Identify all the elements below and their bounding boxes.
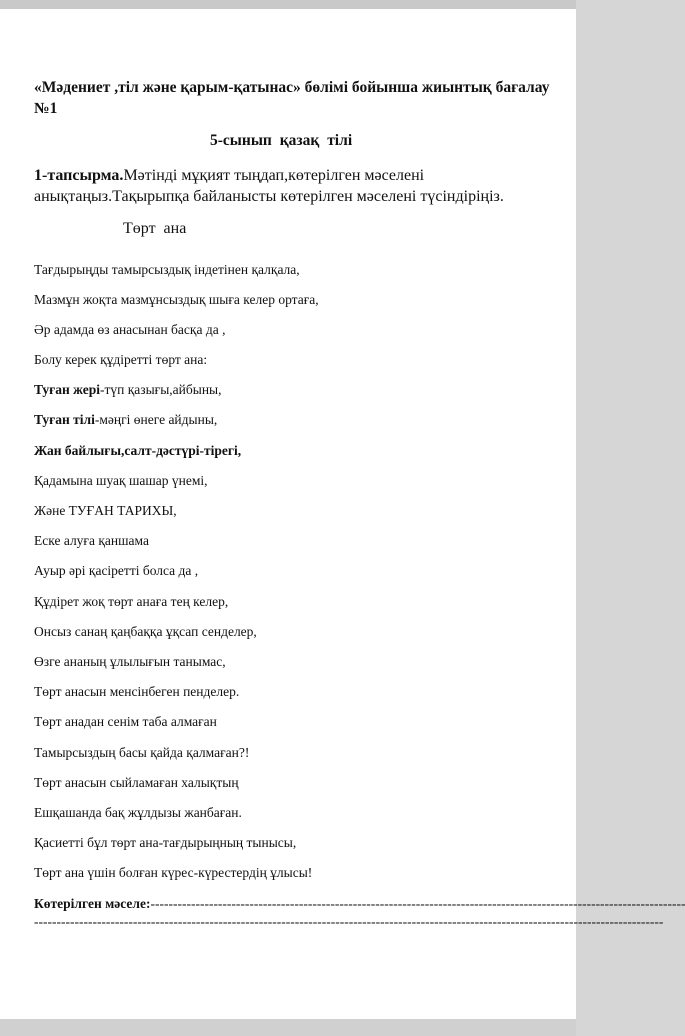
answer-label: Көтерілген мәселе: xyxy=(34,896,151,911)
answer-dashes-line-2: -------------------------------------------------------------------------------------------------------------------------------------------- xyxy=(34,914,664,929)
answer-line xyxy=(34,895,685,913)
poem-line-rest: -мәңгі өнеге айдыны, xyxy=(94,412,218,427)
poem-line: Тағдырыңды тамырсыздық індетінен қалқала, xyxy=(34,262,300,277)
poem-line: Еске алуға қаншама xyxy=(34,533,149,548)
poem-line: Болу керек құдіретті төрт ана: xyxy=(34,352,208,367)
document-page xyxy=(0,9,685,1019)
poem-line: Тамырсыздың басы қайда қалмаған?! xyxy=(34,745,250,760)
poem-line: Төрт ана үшін болған күрес-күрестердің ұлысы! xyxy=(34,865,313,880)
poem-title: Төрт ана xyxy=(123,220,187,237)
task-instruction-line-1 xyxy=(34,165,424,186)
document-number: №1 xyxy=(34,100,58,117)
poem-line: Төрт анасын менсінбеген пенделер. xyxy=(34,684,240,699)
poem-line xyxy=(34,411,217,429)
poem-line-bold-part: Туған жері xyxy=(34,382,100,397)
poem-line: Мазмұн жоқта мазмұнсыздық шыға келер ортаға, xyxy=(34,292,319,307)
poem-line: Әр адамда өз анасынан басқа да , xyxy=(34,322,226,337)
poem-line: Қасиетті бұл төрт ана-тағдырыңның тынысы, xyxy=(34,835,297,850)
poem-line: Төрт анадан сенім таба алмаған xyxy=(34,714,217,729)
answer-dashes: ----------------------------------------------------------------------------------------------------------------------- xyxy=(150,896,685,911)
task-text-line-2: анықтаңыз.Тақырыпқа байланысты көтерілген мәселені түсіндіріңіз. xyxy=(34,188,504,205)
poem-line: Және ТУҒАН ТАРИХЫ, xyxy=(34,503,177,518)
poem-line: Құдірет жоқ төрт анаға тең келер, xyxy=(34,594,229,609)
viewer-top-bar xyxy=(0,0,576,9)
task-label: 1-тапсырма. xyxy=(34,167,124,184)
grade-subject-heading: 5-сынып қазақ тілі xyxy=(210,132,353,149)
task-text-line-1: Мәтінді мұқият тыңдап,көтерілген мәселені xyxy=(123,167,425,184)
poem-line: Төрт анасын сыйламаған халықтың xyxy=(34,775,239,790)
poem-line: Ешқашанда бақ жұлдызы жанбаған. xyxy=(34,805,242,820)
poem-line: Өзге ананың ұлылығын танымас, xyxy=(34,654,226,669)
viewer-bottom-bar xyxy=(0,1019,576,1036)
poem-line-bold-part: Туған тілі xyxy=(34,412,95,427)
document-title: «Мәдениет ,тіл және қарым-қатынас» бөлімі бойынша жиынтық бағалау xyxy=(34,79,550,96)
poem-line: Жан байлығы,салт-дәстүрі-тірегі, xyxy=(34,443,242,458)
poem-line-rest: -түп қазығы,айбыны, xyxy=(99,382,222,397)
poem-line: Ауыр әрі қасіретті болса да , xyxy=(34,563,199,578)
poem-line: Қадамына шуақ шашар үнемі, xyxy=(34,473,208,488)
poem-line xyxy=(34,381,222,399)
poem-line: Онсыз санаң қаңбаққа ұқсап сенделер, xyxy=(34,624,257,639)
